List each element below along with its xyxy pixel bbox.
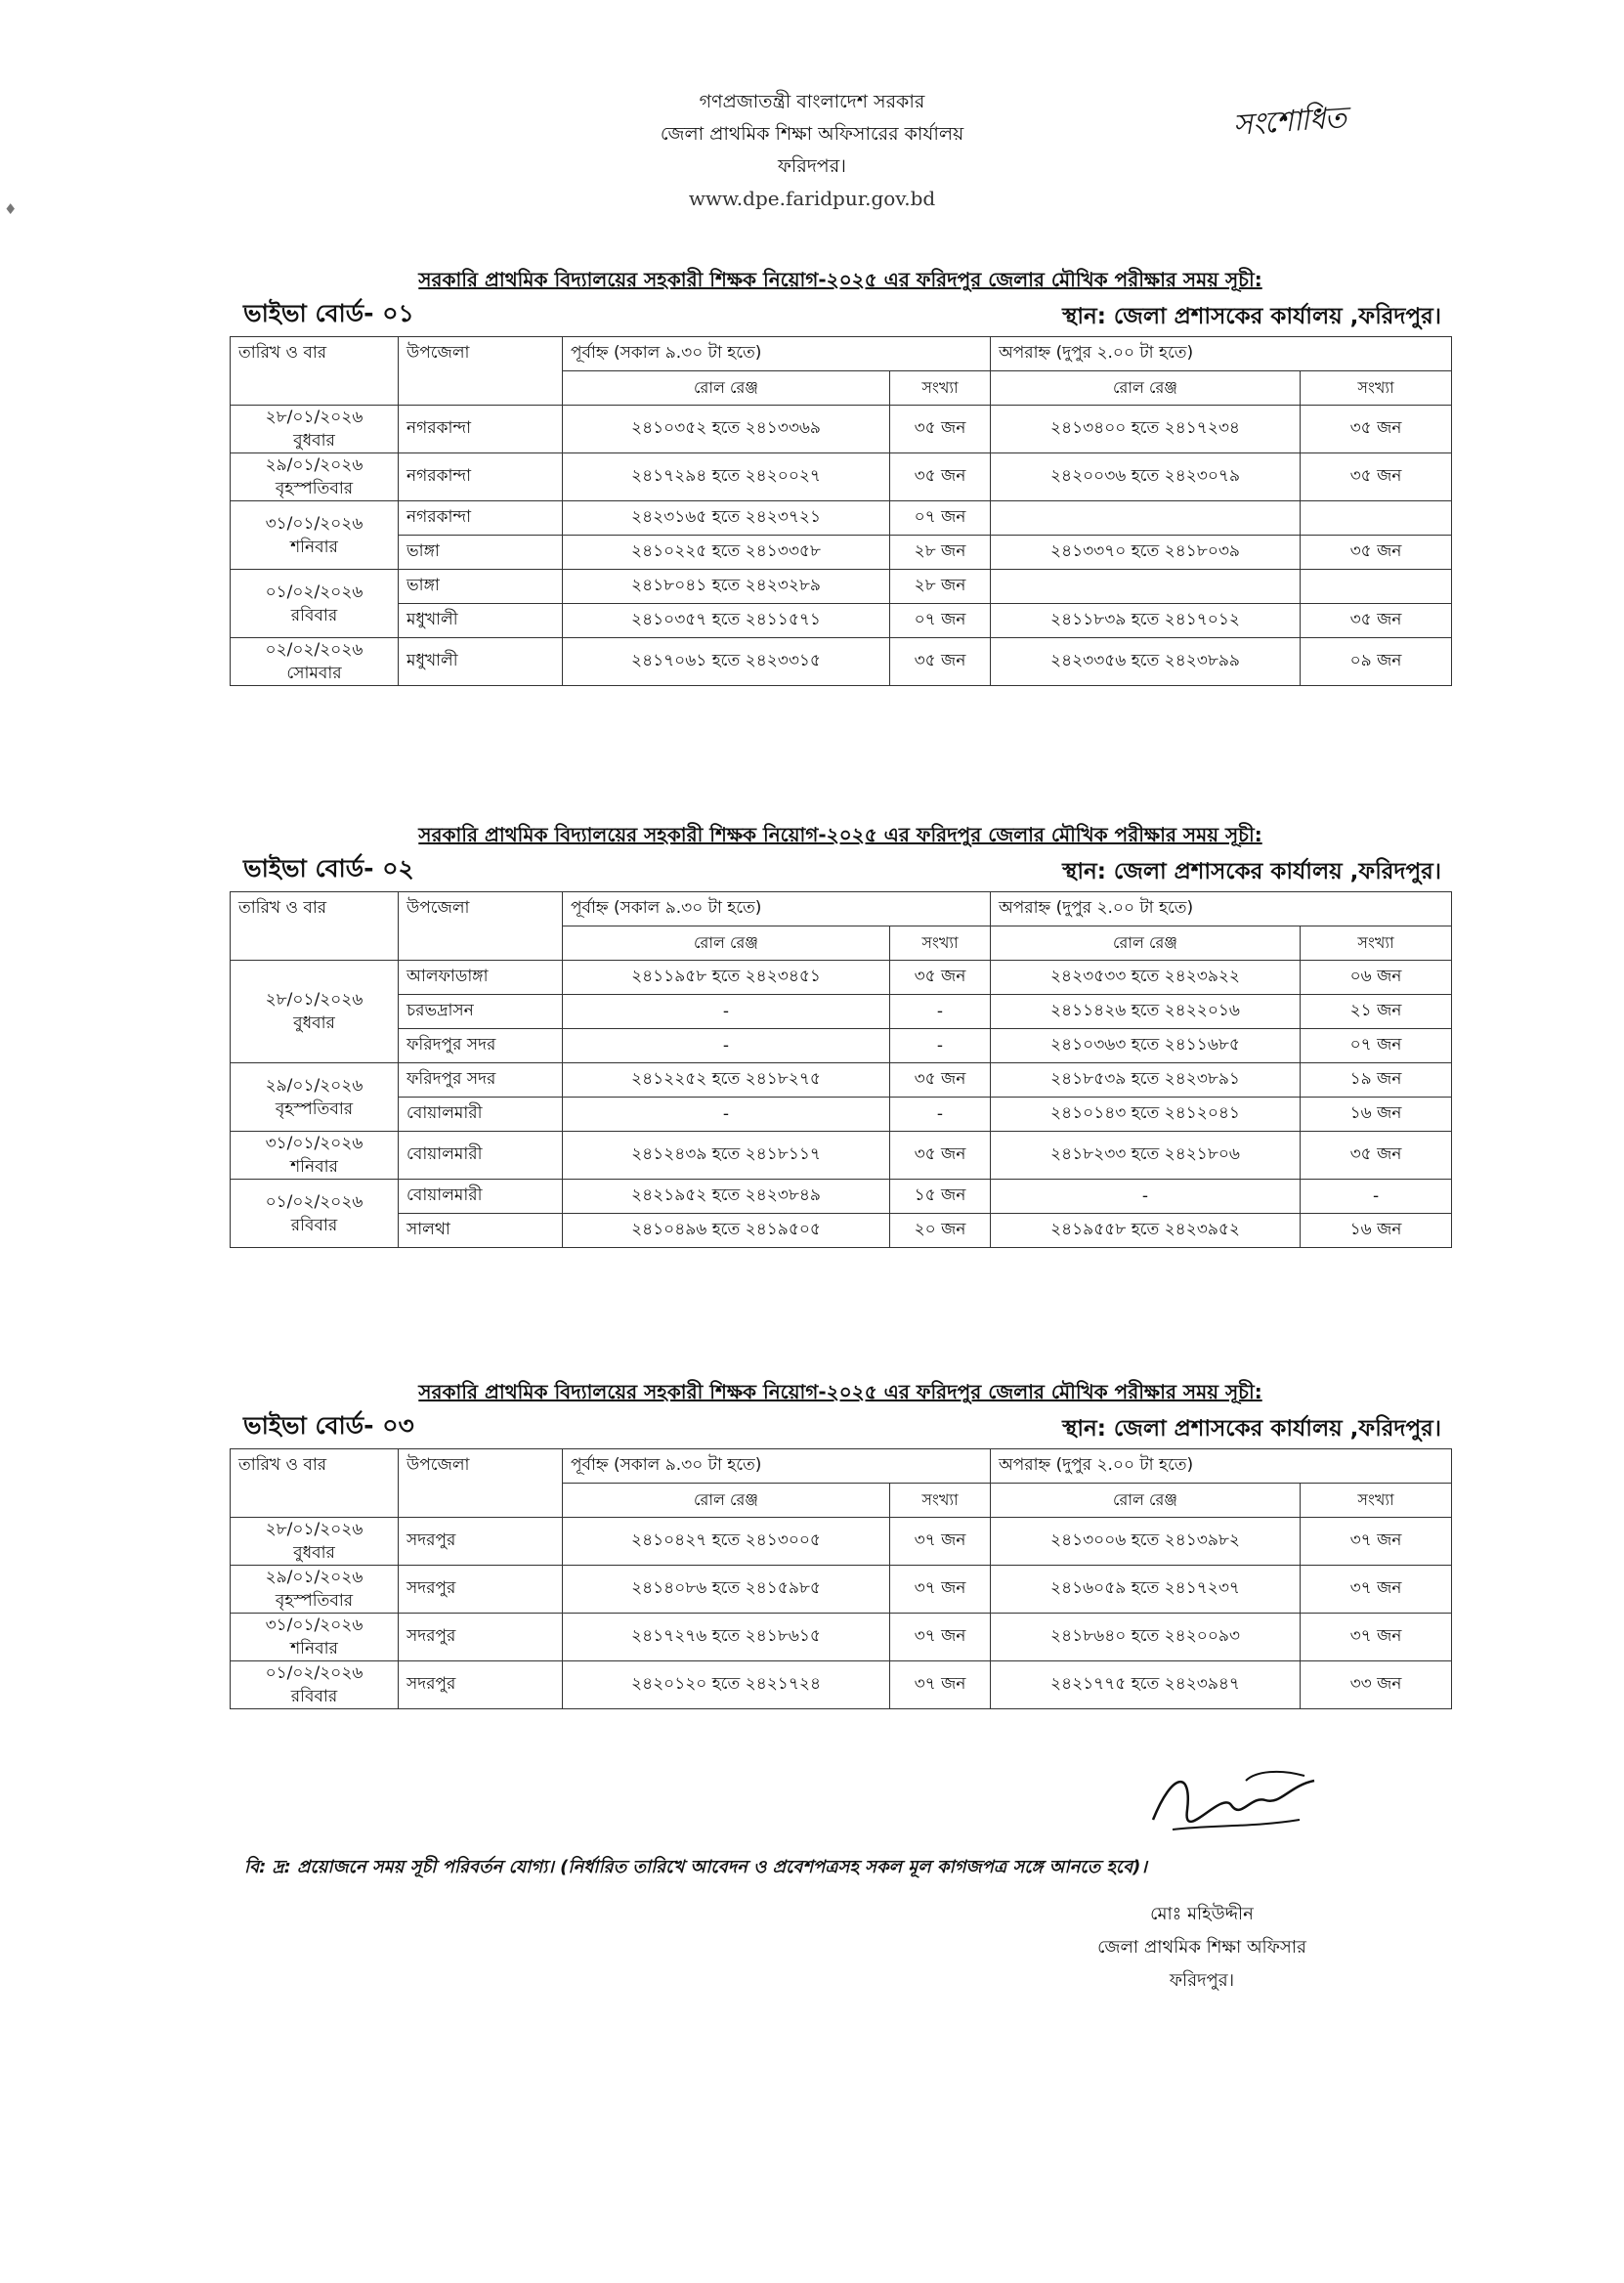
weekday-text: বৃহস্পতিবার: [275, 1591, 354, 1611]
morning-roll-range: ২৪১০৪২৭ হতে ২৪১৩০০৫: [563, 1518, 890, 1566]
upazila-cell: ফরিদপুর সদর: [399, 1063, 563, 1098]
col-date-header: তারিখ ও বার: [231, 337, 399, 406]
col-morning-header: পূর্বাহ্ন (সকাল ৯.৩০ টা হতে): [563, 892, 991, 926]
weekday-text: বুধবার: [293, 1543, 335, 1563]
table-row: [231, 536, 1452, 570]
afternoon-count: ১৬ জন: [1301, 1214, 1452, 1248]
board-section-2: [230, 817, 1451, 1248]
col-afternoon-header: অপরাহ্ন (দুপুর ২.০০ টা হতে): [991, 1449, 1452, 1484]
board-section-1: [230, 262, 1451, 686]
afternoon-roll-range: [991, 570, 1301, 604]
date-cell: [231, 406, 399, 453]
afternoon-count: ৩৭ জন: [1301, 1518, 1452, 1566]
weekday-text: বুধবার: [293, 431, 335, 451]
afternoon-count: ৩৭ জন: [1301, 1566, 1452, 1614]
afternoon-count: ২১ জন: [1301, 995, 1452, 1029]
weekday-text: শনিবার: [290, 1157, 338, 1177]
upazila-cell: মধুখালী: [399, 638, 563, 686]
morning-count: ৩৫ জন: [890, 961, 991, 995]
venue-text: স্থান: জেলা প্রশাসকের কার্যালয় ,ফরিদপুর।: [1062, 304, 1441, 329]
morning-roll-range: ২৪১৭০৬১ হতে ২৪২৩৩১৫: [563, 638, 890, 686]
col-count-header: সংখ্যা: [1301, 371, 1452, 406]
morning-count: ৩৫ জন: [890, 1063, 991, 1098]
upazila-cell: সালথা: [399, 1214, 563, 1248]
afternoon-roll-range: ২৪২৩৩৫৬ হতে ২৪২৩৮৯৯: [991, 638, 1301, 686]
afternoon-roll-range: ২৪১৮৫৩৯ হতে ২৪২৩৮৯১: [991, 1063, 1301, 1098]
afternoon-roll-range: ২৪১৯৫৫৮ হতে ২৪২৩৯৫২: [991, 1214, 1301, 1248]
date-text: ২৮/০১/২০২৬: [265, 990, 363, 1010]
afternoon-count: ০৬ জন: [1301, 961, 1452, 995]
afternoon-roll-range: ২৪১১৮৩৯ হতে ২৪১৭০১২: [991, 604, 1301, 638]
afternoon-roll-range: ২৪১৩৪০০ হতে ২৪১৭২৩৪: [991, 406, 1301, 453]
morning-roll-range: ২৪১০৩৫৭ হতে ২৪১১৫৭১: [563, 604, 890, 638]
morning-roll-range: ২৪২০১২০ হতে ২৪২১৭২৪: [563, 1661, 890, 1709]
date-text: ০১/০২/২০২৬: [265, 1663, 363, 1683]
afternoon-count: ০৭ জন: [1301, 1029, 1452, 1063]
board-label: ভাইভা বোর্ড- ০৩: [243, 1411, 414, 1440]
weekday-text: রবিবার: [290, 1215, 338, 1235]
morning-count: -: [890, 1029, 991, 1063]
afternoon-roll-range: ২৪২৩৫৩৩ হতে ২৪২৩৯২২: [991, 961, 1301, 995]
upazila-cell: সদরপুর: [399, 1661, 563, 1709]
afternoon-count: [1301, 501, 1452, 536]
weekday-text: বৃহস্পতিবার: [275, 479, 354, 498]
table-row: [231, 1180, 1452, 1214]
date-cell: [231, 570, 399, 638]
table-row: [231, 1661, 1452, 1709]
date-cell: [231, 1661, 399, 1709]
schedule-title: সরকারি প্রাথমিক বিদ্যালয়ের সহকারী শিক্ষক নিয়োগ-২০২৫ এর ফরিদপুর জেলার মৌখিক পরীক্ষার সময় সূচী:: [418, 268, 1262, 291]
date-cell: [231, 1614, 399, 1661]
schedule-table: [230, 1448, 1452, 1709]
weekday-text: শনিবার: [290, 537, 338, 557]
morning-count: ৩৭ জন: [890, 1661, 991, 1709]
col-morning-header: পূর্বাহ্ন (সকাল ৯.৩০ টা হতে): [563, 337, 991, 371]
date-text: ২৯/০১/২০২৬: [265, 455, 363, 475]
morning-count: ৩৫ জন: [890, 406, 991, 453]
afternoon-count: [1301, 570, 1452, 604]
table-row: [231, 995, 1452, 1029]
upazila-cell: সদরপুর: [399, 1518, 563, 1566]
table-row: [231, 1029, 1452, 1063]
table-row: [231, 1566, 1452, 1614]
upazila-cell: চরভদ্রাসন: [399, 995, 563, 1029]
afternoon-count: ১৯ জন: [1301, 1063, 1452, 1098]
morning-count: ৩৭ জন: [890, 1518, 991, 1566]
signer-title: জেলা প্রাথমিক শিক্ষা অফিসার: [1097, 1937, 1306, 1958]
table-row: [231, 1063, 1452, 1098]
morning-count: ৩৫ জন: [890, 1132, 991, 1180]
col-date-header: তারিখ ও বার: [231, 892, 399, 961]
table-row: [231, 501, 1452, 536]
date-text: ২৯/০১/২০২৬: [265, 1568, 363, 1587]
weekday-text: শনিবার: [290, 1639, 338, 1658]
afternoon-count: ৩৫ জন: [1301, 604, 1452, 638]
schedule-title: সরকারি প্রাথমিক বিদ্যালয়ের সহকারী শিক্ষক নিয়োগ-২০২৫ এর ফরিদপুর জেলার মৌখিক পরীক্ষার সময় সূচী:: [418, 823, 1262, 846]
upazila-cell: বোয়ালমারী: [399, 1180, 563, 1214]
col-count-header: সংখ্যা: [890, 371, 991, 406]
upazila-cell: মধুখালী: [399, 604, 563, 638]
date-cell: [231, 638, 399, 686]
upazila-cell: ভাঙ্গা: [399, 536, 563, 570]
table-row: [231, 604, 1452, 638]
morning-roll-range: ২৪১২২৫২ হতে ২৪১৮২৭৫: [563, 1063, 890, 1098]
afternoon-count: ৩৫ জন: [1301, 406, 1452, 453]
morning-count: -: [890, 995, 991, 1029]
morning-count: ৩৫ জন: [890, 638, 991, 686]
upazila-cell: নগরকান্দা: [399, 453, 563, 501]
morning-roll-range: -: [563, 995, 890, 1029]
table-row: [231, 406, 1452, 453]
afternoon-count: ১৬ জন: [1301, 1098, 1452, 1132]
upazila-cell: ফরিদপুর সদর: [399, 1029, 563, 1063]
col-upazila-header: উপজেলা: [399, 1449, 563, 1518]
morning-roll-range: -: [563, 1029, 890, 1063]
table-header-row: [231, 1449, 1452, 1484]
board-label: ভাইভা বোর্ড- ০২: [243, 854, 414, 883]
table-row: [231, 1214, 1452, 1248]
date-cell: [231, 453, 399, 501]
afternoon-count: ৩৫ জন: [1301, 1132, 1452, 1180]
afternoon-roll-range: ২৪১৩৩৭০ হতে ২৪১৮০৩৯: [991, 536, 1301, 570]
signatory-block: [1055, 1898, 1348, 1998]
date-text: ২৮/০১/২০২৬: [265, 408, 363, 427]
date-text: ২৯/০১/২০২৬: [265, 1075, 363, 1096]
afternoon-count: -: [1301, 1180, 1452, 1214]
upazila-cell: আলফাডাঙ্গা: [399, 961, 563, 995]
date-text: ৩১/০১/২০২৬: [265, 1134, 363, 1153]
date-text: ৩১/০১/২০২৬: [265, 1615, 363, 1635]
table-row: [231, 1132, 1452, 1180]
date-cell: [231, 1180, 399, 1248]
signer-office: ফরিদপুর।: [1169, 1970, 1235, 1991]
date-cell: [231, 1063, 399, 1132]
col-roll-header: রোল রেঞ্জ: [991, 371, 1301, 406]
col-afternoon-header: অপরাহ্ন (দুপুর ২.০০ টা হতে): [991, 892, 1452, 926]
morning-count: ০৭ জন: [890, 501, 991, 536]
morning-count: -: [890, 1098, 991, 1132]
table-row: [231, 1098, 1452, 1132]
table-row: [231, 1614, 1452, 1661]
board-label: ভাইভা বোর্ড- ০১: [243, 299, 414, 327]
venue-text: স্থান: জেলা প্রশাসকের কার্যালয় ,ফরিদপুর।: [1062, 859, 1441, 884]
morning-count: ২০ জন: [890, 1214, 991, 1248]
upazila-cell: ভাঙ্গা: [399, 570, 563, 604]
morning-roll-range: ২৪১৭২৯৪ হতে ২৪২০০২৭: [563, 453, 890, 501]
weekday-text: রবিবার: [290, 605, 338, 625]
office-website[interactable]: www.dpe.faridpur.gov.bd: [688, 187, 936, 210]
footer-note: বি: দ্র: প্রয়োজনে সময় সূচী পরিবর্তন যোগ্য। (নির্ধারিত তারিখে আবেদন ও প্রবেশপত্রসহ সকল মূল কাগজপত্র সঙ্গে আনতে হবে)।: [244, 1857, 1147, 1877]
morning-count: ৩৫ জন: [890, 453, 991, 501]
col-roll-header: রোল রেঞ্জ: [991, 926, 1301, 961]
date-text: ২৮/০১/২০২৬: [265, 1520, 363, 1539]
morning-count: ২৮ জন: [890, 536, 991, 570]
date-text: ০২/০২/২০২৬: [265, 640, 363, 660]
col-roll-header: রোল রেঞ্জ: [563, 926, 890, 961]
upazila-cell: বোয়ালমারী: [399, 1098, 563, 1132]
morning-roll-range: ২৪১৮০৪১ হতে ২৪২৩২৮৯: [563, 570, 890, 604]
morning-roll-range: -: [563, 1098, 890, 1132]
morning-roll-range: ২৪২১৯৫২ হতে ২৪২৩৮৪৯: [563, 1180, 890, 1214]
col-morning-header: পূর্বাহ্ন (সকাল ৯.৩০ টা হতে): [563, 1449, 991, 1484]
schedule-table: [230, 336, 1452, 686]
col-roll-header: রোল রেঞ্জ: [563, 1484, 890, 1518]
afternoon-count: ৩৩ জন: [1301, 1661, 1452, 1709]
col-upazila-header: উপজেলা: [399, 337, 563, 406]
table-row: [231, 570, 1452, 604]
date-cell: [231, 501, 399, 570]
upazila-cell: বোয়ালমারী: [399, 1132, 563, 1180]
office-header: [0, 86, 1624, 215]
date-cell: [231, 1132, 399, 1180]
afternoon-roll-range: ২৪১৬০৫৯ হতে ২৪১৭২৩৭: [991, 1566, 1301, 1614]
board-header: [230, 852, 1451, 891]
weekday-text: রবিবার: [290, 1687, 338, 1706]
table-row: [231, 1518, 1452, 1566]
afternoon-count: ৩৫ জন: [1301, 453, 1452, 501]
afternoon-roll-range: ২৪১৮২৩৩ হতে ২৪২১৮০৬: [991, 1132, 1301, 1180]
col-afternoon-header: অপরাহ্ন (দুপুর ২.০০ টা হতে): [991, 337, 1452, 371]
afternoon-roll-range: ২৪১০৩৬৩ হতে ২৪১১৬৮৫: [991, 1029, 1301, 1063]
col-count-header: সংখ্যা: [1301, 926, 1452, 961]
weekday-text: বৃহস্পতিবার: [275, 1098, 354, 1119]
morning-roll-range: ২৪১০৪৯৬ হতে ২৪১৯৫০৫: [563, 1214, 890, 1248]
afternoon-roll-range: ২৪১৮৬৪০ হতে ২৪২০০৯৩: [991, 1614, 1301, 1661]
office-location: ফরিদপর।: [778, 155, 846, 177]
table-row: [231, 638, 1452, 686]
venue-text: স্থান: জেলা প্রশাসকের কার্যালয় ,ফরিদপুর।: [1062, 1416, 1441, 1442]
col-roll-header: রোল রেঞ্জ: [991, 1484, 1301, 1518]
scan-speck-icon: ♦: [4, 200, 18, 218]
weekday-text: সোমবার: [286, 664, 342, 683]
morning-count: ৩৭ জন: [890, 1614, 991, 1661]
schedule-table: [230, 891, 1452, 1248]
col-count-header: সংখ্যা: [1301, 1484, 1452, 1518]
afternoon-roll-range: -: [991, 1180, 1301, 1214]
signature-scribble-icon: [1133, 1751, 1329, 1859]
table-header-row: [231, 337, 1452, 371]
morning-count: ০৭ জন: [890, 604, 991, 638]
morning-roll-range: ২৪২৩১৬৫ হতে ২৪২৩৭২১: [563, 501, 890, 536]
board-header: [230, 1409, 1451, 1448]
upazila-cell: সদরপুর: [399, 1566, 563, 1614]
afternoon-roll-range: [991, 501, 1301, 536]
afternoon-roll-range: ২৪১০১৪৩ হতে ২৪১২০৪১: [991, 1098, 1301, 1132]
morning-roll-range: ২৪১০২২৫ হতে ২৪১৩৩৫৮: [563, 536, 890, 570]
morning-roll-range: ২৪১১৯৫৮ হতে ২৪২৩৪৫১: [563, 961, 890, 995]
upazila-cell: নগরকান্দা: [399, 501, 563, 536]
afternoon-roll-range: ২৪২০০৩৬ হতে ২৪২৩০৭৯: [991, 453, 1301, 501]
morning-roll-range: ২৪১৭২৭৬ হতে ২৪১৮৬১৫: [563, 1614, 890, 1661]
morning-count: ২৮ জন: [890, 570, 991, 604]
table-row: [231, 453, 1452, 501]
table-row: [231, 961, 1452, 995]
weekday-text: বুধবার: [293, 1013, 335, 1033]
board-header: [230, 297, 1451, 336]
morning-count: ৩৭ জন: [890, 1566, 991, 1614]
date-cell: [231, 1518, 399, 1566]
schedule-title: সরকারি প্রাথমিক বিদ্যালয়ের সহকারী শিক্ষক নিয়োগ-২০২৫ এর ফরিদপুর জেলার মৌখিক পরীক্ষার সময় সূচী:: [418, 1380, 1262, 1403]
date-cell: [231, 961, 399, 1063]
afternoon-roll-range: ২৪১৩০০৬ হতে ২৪১৩৯৮২: [991, 1518, 1301, 1566]
morning-roll-range: ২৪১২৪৩৯ হতে ২৪১৮১১৭: [563, 1132, 890, 1180]
morning-roll-range: ২৪১৪০৮৬ হতে ২৪১৫৯৮৫: [563, 1566, 890, 1614]
col-date-header: তারিখ ও বার: [231, 1449, 399, 1518]
afternoon-roll-range: ২৪১১৪২৬ হতে ২৪২২০১৬: [991, 995, 1301, 1029]
afternoon-roll-range: ২৪২১৭৭৫ হতে ২৪২৩৯৪৭: [991, 1661, 1301, 1709]
revised-stamp: সংশোধিত: [1231, 101, 1347, 143]
signer-name: মোঃ মহিউদ্দীন: [1150, 1904, 1254, 1924]
govt-name: গণপ্রজাতন্ত্রী বাংলাদেশ সরকার: [699, 91, 925, 112]
board-section-3: [230, 1374, 1451, 1709]
date-cell: [231, 1566, 399, 1614]
upazila-cell: নগরকান্দা: [399, 406, 563, 453]
date-text: ০১/০২/২০২৬: [265, 582, 363, 602]
date-text: ৩১/০১/২০২৬: [265, 513, 363, 534]
upazila-cell: সদরপুর: [399, 1614, 563, 1661]
office-name: জেলা প্রাথমিক শিক্ষা অফিসারের কার্যালয়: [660, 123, 964, 145]
morning-count: ১৫ জন: [890, 1180, 991, 1214]
afternoon-count: ০৯ জন: [1301, 638, 1452, 686]
morning-roll-range: ২৪১০৩৫২ হতে ২৪১৩৩৬৯: [563, 406, 890, 453]
col-roll-header: রোল রেঞ্জ: [563, 371, 890, 406]
table-header-row: [231, 892, 1452, 926]
col-upazila-header: উপজেলা: [399, 892, 563, 961]
afternoon-count: ৩৫ জন: [1301, 536, 1452, 570]
col-count-header: সংখ্যা: [890, 926, 991, 961]
col-count-header: সংখ্যা: [890, 1484, 991, 1518]
afternoon-count: ৩৭ জন: [1301, 1614, 1452, 1661]
date-text: ০১/০২/২০২৬: [265, 1191, 363, 1212]
